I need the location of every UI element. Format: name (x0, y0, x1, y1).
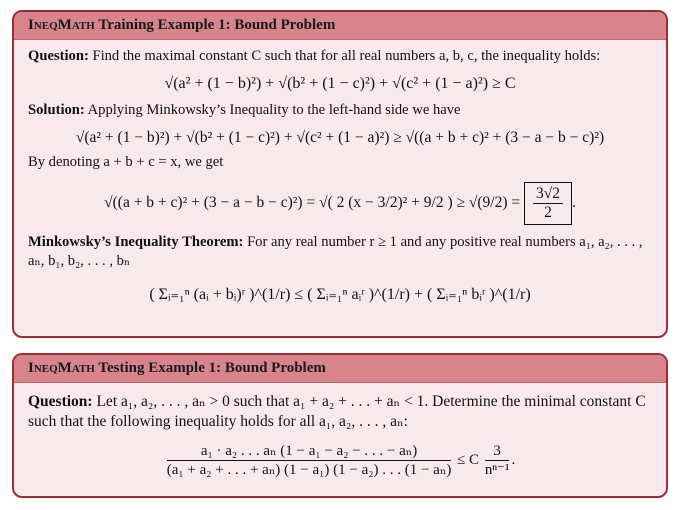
training-equation-3-end: . (572, 194, 576, 212)
training-theorem-text: For any real number r ≥ 1 and any positive real numbers a₁, a₂, . . . , aₙ, b₁, b₂, . . . , bₙ (28, 234, 643, 269)
training-card-header (14, 12, 666, 40)
training-denote-text: By denoting a + b + c = x, we get (28, 154, 224, 170)
testing-equation (28, 442, 652, 479)
testing-rhs-fraction (485, 442, 510, 479)
answer-denominator: 2 (544, 204, 552, 221)
testing-denominator: (a₁ + a₂ + . . . + aₙ) (1 − a₁) (1 − a₂) . . . (1 − aₙ) (166, 462, 452, 478)
training-card-body (14, 40, 666, 304)
testing-rhs-end: . (511, 451, 516, 468)
testing-card-body (14, 383, 666, 479)
answer-numerator: 3√2 (533, 185, 563, 204)
training-question-label: Question: (28, 48, 89, 64)
training-title-rest: Training Example 1: Bound Problem (94, 17, 336, 33)
training-solution-text: Applying Minkowsky’s Inequality to the left-hand side we have (84, 102, 461, 118)
training-theorem-label: Minkowsky’s Inequality Theorem: (28, 234, 244, 250)
training-equation-3-left: √((a + b + c)² + (3 − a − b − c)²) = √( 2 (x − 3/2)² + 9/2 ) ≥ √(9/2) = (104, 194, 521, 212)
testing-title-prefix: IneqMath (28, 360, 95, 376)
rhs-denominator: nⁿ⁻¹ (484, 462, 510, 478)
training-question-text: Find the maximal constant C such that for all real numbers a, b, c, the inequality holds: (88, 48, 601, 64)
testing-example-card (12, 353, 668, 498)
training-example-card (12, 10, 668, 338)
testing-question-label: Question: (28, 393, 93, 410)
testing-numerator: a₁ · a₂ . . . aₙ (1 − a₁ − a₂ − . . . − aₙ) (167, 442, 452, 461)
training-answer-box (524, 182, 572, 225)
training-title-prefix: IneqMath (28, 17, 95, 33)
training-equation-4: ( Σᵢ₌₁ⁿ (aᵢ + bᵢ)ʳ )^(1/r) ≤ ( Σᵢ₌₁ⁿ aᵢʳ )^(1/r) + ( Σᵢ₌₁ⁿ bᵢʳ )^(1/r) (149, 286, 531, 303)
training-equation-3 (28, 182, 652, 225)
testing-card-header (14, 355, 666, 383)
testing-title-rest: Testing Example 1: Bound Problem (94, 360, 326, 376)
training-theorem (28, 233, 652, 271)
testing-rhs: ≤ C (457, 451, 480, 468)
rhs-numerator: 3 (485, 442, 510, 461)
testing-question-text: Let a₁, a₂, . . . , aₙ > 0 such that a₁ + a₂ + . . . + aₙ < 1. Determine the minimal constant C such that the following inequality holds for all a₁, a₂, . . . , aₙ: (28, 393, 646, 430)
training-solution (28, 101, 652, 120)
training-equation-1: √(a² + (1 − b)²) + √(b² + (1 − c)²) + √(c² + (1 − a)²) ≥ C (164, 75, 516, 92)
testing-question (28, 392, 652, 432)
training-solution-label: Solution: (28, 102, 85, 118)
training-question (28, 47, 652, 66)
training-equation-2: √(a² + (1 − b)²) + √(b² + (1 − c)²) + √(c² + (1 − a)²) ≥ √((a + b + c)² + (3 − a − b − c)²) (75, 129, 605, 146)
testing-main-fraction (167, 442, 452, 479)
